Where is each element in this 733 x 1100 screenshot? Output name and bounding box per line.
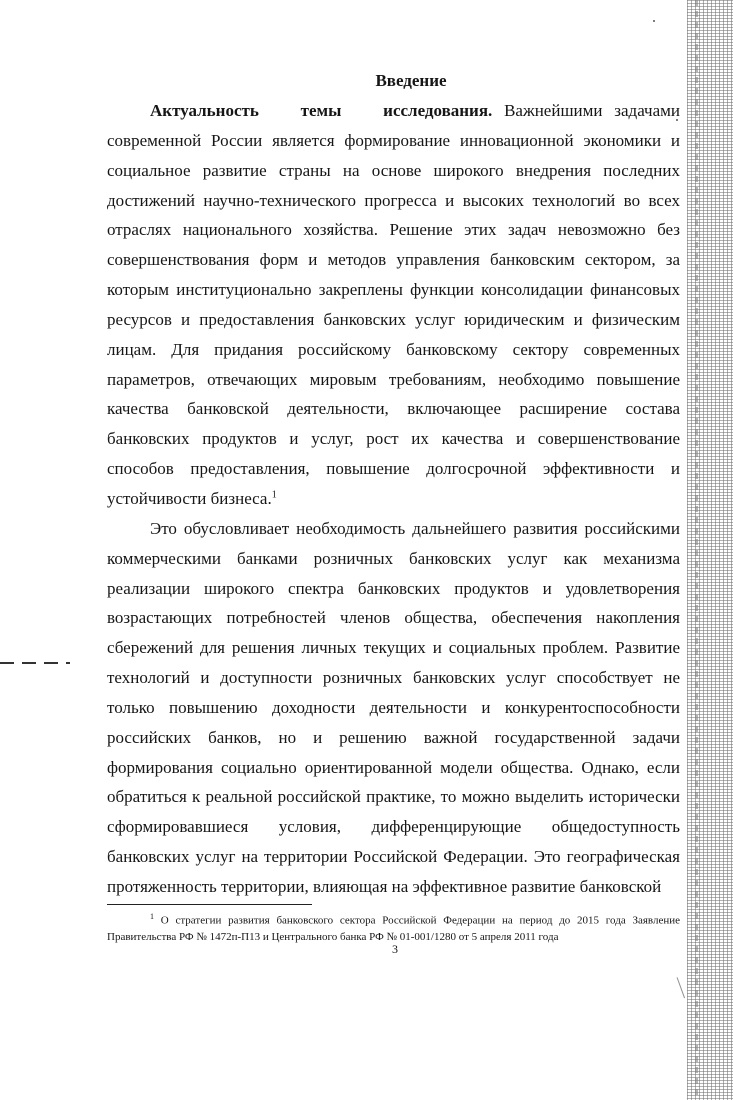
scan-binding-edge bbox=[687, 0, 733, 1100]
page-number: 3 bbox=[392, 942, 398, 956]
footnote-text: О стратегии развития банковского сектора Российской Федерации на период до 2015 года Заявление Правительства РФ № 1472п-П13 и Центрального банка РФ № 01-001/1280 от 5 апреля 2011 года bbox=[107, 914, 680, 943]
scan-artifact-dash bbox=[0, 662, 70, 664]
footnote-reference: 1 bbox=[271, 489, 277, 501]
paragraph-1 bbox=[107, 96, 680, 514]
page-heading: Введение bbox=[375, 71, 447, 90]
footnote bbox=[107, 909, 680, 945]
scan-speck bbox=[653, 20, 655, 22]
paragraph-2: Это обусловливает необходимость дальнейшего развития российскими коммерческими банками розничных банковских услуг как механизма реализации широкого спектра банковских продуктов и удовлетворения возрастающих потребностей членов общества, обеспечения накопления сбережений для решения личных текущих и социальных проблем. Развитие технологий и доступности розничных банковских услуг способствует не только повышению доходности деятельности и конкурентоспособности российских банков, но и решению важной государственной задачи формирования социально ориентированной модели общества. Однако, если обратиться к реальной российской практике, то можно выделить исторически сформировавшиеся условия, дифференцирующие общедоступность банковских услуг на территории Российской Федерации. Это географическая протяженность территории, влияющая на эффективное развитие банковской bbox=[107, 518, 680, 896]
footnote-separator bbox=[107, 904, 312, 905]
paragraph-1-text: Важнейшими задачами современной России является формирование инновационной экономики и социальное развитие страны на основе широкого внедрения последних достижений научно-технического прогресса и высоких технологий во всех отраслях национального хозяйства. Решение этих задач невозможно без совершенствования форм и методов управления банковским сектором, за которым институционально закреплены функции консолидации финансовых ресурсов и предоставления банковских услуг юридическим и физическим лицам. Для придания российскому банковскому сектору современных параметров, отвечающих мировым требованиям, необходимо повышение качества банковской деятельности, включающее расширение состава банковских продуктов и услуг, рост их качества и совершенствование способов предоставления, повышение долгосрочной эффективности и устойчивости бизнеса. bbox=[107, 101, 681, 508]
body-text bbox=[107, 96, 680, 902]
relevance-lead: Актуальность темы исследования. bbox=[150, 101, 493, 120]
footnote-marker: 1 bbox=[150, 912, 154, 921]
